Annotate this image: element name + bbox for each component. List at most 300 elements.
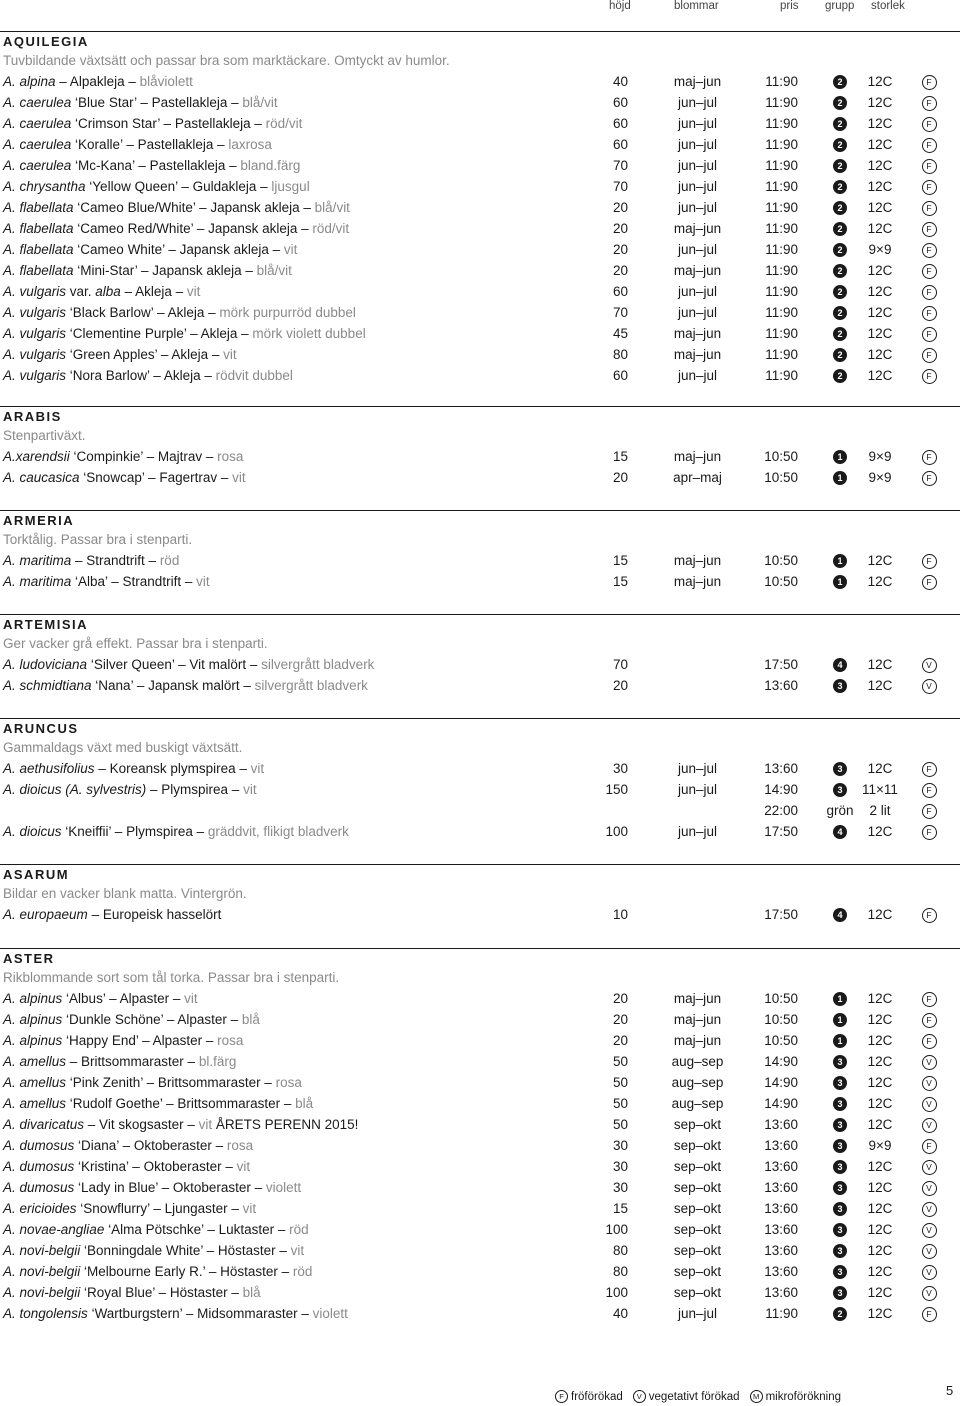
group-badge: [826, 1030, 854, 1051]
name-text: ‘Cameo Red/White’ – Japansk akleja –: [73, 221, 313, 236]
bloom-period: sep–okt: [673, 1243, 722, 1258]
name-text: ÅRETS PERENN 2015!: [212, 1117, 359, 1132]
page-number: 5: [946, 1383, 954, 1398]
group-number: 4: [833, 825, 847, 839]
latin-name: A. amellus: [3, 1054, 67, 1069]
genus-heading: ASARUM: [3, 867, 70, 882]
propagation-letter: F: [922, 75, 937, 90]
color-note: vit: [223, 347, 237, 362]
name-text: – Koreansk plymspirea –: [94, 761, 251, 776]
latin-name: A. schmidtiana: [3, 678, 92, 693]
pot-size: 12C: [867, 347, 893, 362]
legend-item: [555, 1391, 623, 1403]
propagation-letter: F: [922, 138, 937, 153]
legend-item: [750, 1391, 841, 1403]
color-note: violett: [265, 1180, 302, 1195]
plant-row: [0, 571, 960, 592]
pot-size: 12C: [867, 200, 893, 215]
price: 10:50: [764, 574, 798, 589]
pot-size: 12C: [867, 305, 893, 320]
height-value: 60: [612, 95, 628, 110]
group-badge: [826, 92, 854, 113]
group-number: 2: [833, 75, 847, 89]
group-number: 3: [833, 1223, 847, 1237]
plant-row: [0, 134, 960, 155]
propagation-icon: [915, 1009, 943, 1030]
height-value: 15: [612, 449, 628, 464]
price: 10:50: [764, 991, 798, 1006]
price: 10:50: [764, 1033, 798, 1048]
group-badge: [826, 1009, 854, 1030]
propagation-letter: F: [922, 450, 937, 465]
latin-name: A. caerulea: [3, 158, 72, 173]
pot-size: 12C: [867, 116, 893, 131]
plant-row: [0, 344, 960, 365]
plant-row: [0, 1198, 960, 1219]
group-badge: [826, 155, 854, 176]
name-text: ‘Snowflurry’ – Ljungaster –: [76, 1201, 243, 1216]
color-note: blå: [242, 1285, 261, 1300]
height-value: 20: [612, 242, 628, 257]
height-value: 60: [612, 137, 628, 152]
color-note: vit: [250, 761, 265, 776]
propagation-letter: F: [922, 117, 937, 132]
group-number: 1: [833, 992, 847, 1006]
price: 11:90: [765, 179, 798, 194]
group-number: 2: [833, 264, 847, 278]
propagation-letter: F: [922, 306, 937, 321]
genus-description: Bildar en vacker blank matta. Vintergrön.: [3, 886, 247, 901]
propagation-icon: [915, 1030, 943, 1051]
price: 11:90: [765, 368, 798, 383]
propagation-icon: [915, 365, 943, 386]
color-note: ljusgul: [271, 179, 310, 194]
plant-row: [0, 1114, 960, 1135]
latin-name: A. novae-angliae: [3, 1222, 105, 1237]
height-value: 100: [605, 1285, 628, 1300]
latin-name: A. dumosus: [3, 1180, 75, 1195]
bloom-period: jun–jul: [677, 95, 718, 110]
propagation-letter: V: [922, 1244, 937, 1259]
name-text: ‘Alba’ – Strandtrift –: [71, 574, 197, 589]
height-value: 80: [612, 347, 628, 362]
height-value: 15: [612, 1201, 628, 1216]
name-text: ‘Alma Pötschke’ – Luktaster –: [104, 1222, 290, 1237]
name-text: – Strandtrift –: [71, 553, 160, 568]
color-note: vit: [236, 1159, 251, 1174]
bloom-period: maj–jun: [673, 326, 722, 341]
group-badge: [826, 1072, 854, 1093]
color-note: vit: [242, 1201, 257, 1216]
plant-row: [0, 92, 960, 113]
name-text: ‘Mini-Star’ – Japansk akleja –: [73, 263, 257, 278]
price: 11:90: [765, 242, 798, 257]
propagation-icon: [915, 281, 943, 302]
pot-size: 12C: [867, 1096, 893, 1111]
propagation-letter: V: [922, 1055, 937, 1070]
name-text: ‘Blue Star’ – Pastellakleja –: [71, 95, 243, 110]
plant-row: [0, 155, 960, 176]
bloom-period: sep–okt: [673, 1222, 722, 1237]
plant-row: [0, 988, 960, 1009]
bloom-period: sep–okt: [673, 1138, 722, 1153]
color-note: bland.färg: [240, 158, 301, 173]
name-text: ‘Melbourne Early R.’ – Höstaster –: [80, 1264, 293, 1279]
propagation-icon: [915, 1303, 943, 1324]
genus-description: Rikblommande sort som tål torka. Passar bra i stenparti.: [3, 970, 340, 985]
plant-row: [0, 1261, 960, 1282]
column-headers: [0, 0, 960, 14]
propagation-letter: F: [922, 804, 937, 819]
bloom-period: sep–okt: [673, 1285, 722, 1300]
latin-name: A. dumosus: [3, 1138, 75, 1153]
latin-name: alba: [95, 284, 121, 299]
plant-row: [0, 260, 960, 281]
latin-name: A. vulgaris: [3, 368, 67, 383]
propagation-letter: F: [922, 327, 937, 342]
group-number: 3: [833, 1118, 847, 1132]
group-number: 2: [833, 180, 847, 194]
group-number: 1: [833, 450, 847, 464]
bloom-period: sep–okt: [673, 1264, 722, 1279]
plant-row: [0, 218, 960, 239]
latin-name: A. caerulea: [3, 95, 72, 110]
legend-label: vegetativt förökad: [648, 1391, 740, 1403]
group-number: 2: [833, 222, 847, 236]
group-badge: [826, 1051, 854, 1072]
name-text: ‘Compinkie’ – Majtrav –: [69, 449, 218, 464]
pot-size: 12C: [867, 824, 893, 839]
group-number: 2: [833, 243, 847, 257]
plant-row: [0, 365, 960, 386]
propagation-letter: F: [922, 471, 937, 486]
plant-row: [0, 1009, 960, 1030]
group-number: 2: [833, 117, 847, 131]
latin-name: A. vulgaris: [3, 347, 67, 362]
group-badge: [826, 1093, 854, 1114]
color-note: vit: [186, 284, 201, 299]
pot-size: 12C: [867, 907, 893, 922]
bloom-period: sep–okt: [673, 1159, 722, 1174]
color-note: vit: [196, 574, 210, 589]
height-value: 10: [612, 907, 628, 922]
section-rule: [0, 510, 960, 511]
plant-row: [0, 1051, 960, 1072]
name-text: – Alpakleja –: [55, 74, 140, 89]
latin-name: A. divaricatus: [3, 1117, 85, 1132]
propagation-letter: F: [922, 825, 937, 840]
propagation-letter: F: [922, 159, 937, 174]
group-number: 3: [833, 1160, 847, 1174]
group-badge: [826, 571, 854, 592]
propagation-letter: F: [922, 201, 937, 216]
propagation-letter: F: [922, 762, 937, 777]
price: 10:50: [764, 470, 798, 485]
group-number: 2: [833, 348, 847, 362]
group-number: 3: [833, 1202, 847, 1216]
price: 14:90: [764, 1096, 798, 1111]
latin-name: A. flabellata: [3, 200, 74, 215]
bloom-period: maj–jun: [673, 449, 722, 464]
plant-row: [0, 654, 960, 675]
pot-size: 12C: [867, 1264, 893, 1279]
price: 11:90: [765, 305, 798, 320]
latin-name: A. alpinus: [3, 1033, 63, 1048]
height-value: 20: [612, 200, 628, 215]
plant-row: [0, 302, 960, 323]
price: 13:60: [764, 1159, 798, 1174]
propagation-icon: [915, 988, 943, 1009]
propagation-icon: [915, 675, 943, 696]
price: 14:90: [764, 1075, 798, 1090]
name-text: – Akleja –: [120, 284, 187, 299]
group-badge: [826, 344, 854, 365]
bloom-period: jun–jul: [677, 116, 718, 131]
price: 13:60: [764, 1222, 798, 1237]
group-number: 2: [833, 201, 847, 215]
section-rule: [0, 718, 960, 719]
name-text: ‘Rudolf Goethe’ – Brittsommaraster –: [66, 1096, 296, 1111]
pot-size: 12C: [867, 1306, 893, 1321]
bloom-period: aug–sep: [671, 1096, 724, 1111]
bloom-period: jun–jul: [677, 824, 718, 839]
name-text: ‘Mc-Kana’ – Pastellakleja –: [71, 158, 241, 173]
group-badge: [826, 323, 854, 344]
latin-name: A. amellus: [3, 1096, 67, 1111]
latin-name: A. ludoviciana: [3, 657, 88, 672]
bloom-period: jun–jul: [677, 782, 718, 797]
latin-name: A. chrysantha: [3, 179, 86, 194]
color-note: vit: [243, 782, 257, 797]
propagation-icon: [915, 197, 943, 218]
group-number: 4: [833, 658, 847, 672]
propagation-icon: [915, 1051, 943, 1072]
group-number: 3: [833, 1181, 847, 1195]
propagation-icon: [915, 71, 943, 92]
name-text: ‘Diana’ – Oktoberaster –: [74, 1138, 227, 1153]
name-text: ‘Royal Blue’ – Höstaster –: [80, 1285, 243, 1300]
pot-size: 12C: [867, 179, 893, 194]
pot-size: 12C: [867, 657, 893, 672]
color-note: rosa: [275, 1075, 302, 1090]
plant-row: [0, 467, 960, 488]
bloom-period: jun–jul: [677, 1306, 718, 1321]
pot-size: 12C: [867, 1159, 893, 1174]
height-value: 40: [612, 1306, 628, 1321]
pot-size: 9×9: [868, 449, 892, 464]
group-badge: [826, 446, 854, 467]
color-note: vit: [232, 470, 246, 485]
group-badge: [826, 779, 854, 800]
price: 17:50: [764, 657, 798, 672]
plant-row: [0, 758, 960, 779]
price: 11:90: [765, 347, 798, 362]
group-badge: [826, 113, 854, 134]
propagation-icon: [915, 155, 943, 176]
bloom-period: jun–jul: [677, 137, 718, 152]
height-value: 150: [605, 782, 628, 797]
group-number: 3: [833, 1139, 847, 1153]
latin-name: A. caerulea: [3, 116, 72, 131]
price: 11:90: [765, 263, 798, 278]
group-number: 1: [833, 471, 847, 485]
propagation-icon: [915, 1072, 943, 1093]
propagation-icon: [915, 571, 943, 592]
height-value: 45: [612, 326, 628, 341]
group-badge: [826, 1114, 854, 1135]
bloom-period: maj–jun: [673, 991, 722, 1006]
pot-size: 12C: [867, 1117, 893, 1132]
propagation-letter: F: [922, 285, 937, 300]
name-text: ‘Snowcap’ – Fagertrav –: [79, 470, 233, 485]
propagation-letter: V: [922, 1286, 937, 1301]
color-note: blå/vit: [314, 200, 350, 215]
color-note: laxrosa: [228, 137, 272, 152]
price: 13:60: [764, 678, 798, 693]
latin-name: A. tongolensis: [3, 1306, 88, 1321]
propagation-letter: F: [922, 992, 937, 1007]
price: 13:60: [764, 1117, 798, 1132]
price: 13:60: [764, 1285, 798, 1300]
propagation-icon: [915, 446, 943, 467]
name-text: ‘Cameo White’ – Japansk akleja –: [73, 242, 284, 257]
legend-icon: F: [555, 1390, 568, 1403]
genus-description: Torktålig. Passar bra i stenparti.: [3, 532, 193, 547]
group-badge: [826, 260, 854, 281]
price: 13:60: [764, 1138, 798, 1153]
propagation-icon: [915, 1261, 943, 1282]
name-text: ‘Nana’ – Japansk malört –: [91, 678, 255, 693]
price: 11:90: [765, 74, 798, 89]
bloom-period: sep–okt: [673, 1117, 722, 1132]
group-badge: [826, 239, 854, 260]
bloom-period: jun–jul: [677, 200, 718, 215]
propagation-icon: [915, 1114, 943, 1135]
color-note: blå/vit: [256, 263, 292, 278]
propagation-icon: [915, 92, 943, 113]
plant-row: [0, 821, 960, 842]
color-note: silvergrått bladverk: [254, 678, 368, 693]
group-number: 2: [833, 369, 847, 383]
color-note: silvergrått bladverk: [261, 657, 375, 672]
bloom-period: maj–jun: [673, 553, 722, 568]
color-note: blå: [241, 1012, 260, 1027]
pot-size: 12C: [867, 284, 893, 299]
pot-size: 2 lit: [869, 803, 891, 818]
color-note: röd/vit: [265, 116, 303, 131]
plant-row: [0, 800, 960, 821]
genus-heading: AQUILEGIA: [3, 34, 89, 49]
propagation-icon: [915, 1240, 943, 1261]
propagation-letter: V: [922, 1076, 937, 1091]
height-value: 20: [612, 678, 628, 693]
bloom-period: maj–jun: [673, 221, 722, 236]
plant-row: [0, 113, 960, 134]
plant-row: [0, 1240, 960, 1261]
plant-row: [0, 197, 960, 218]
pot-size: 9×9: [868, 242, 892, 257]
propagation-icon: [915, 1198, 943, 1219]
propagation-letter: F: [922, 1307, 937, 1322]
name-text: ‘Black Barlow’ – Akleja –: [66, 305, 220, 320]
propagation-icon: [915, 239, 943, 260]
price: 11:90: [765, 95, 798, 110]
pot-size: 9×9: [868, 1138, 892, 1153]
price: 17:50: [764, 907, 798, 922]
propagation-letter: F: [922, 369, 937, 384]
propagation-letter: F: [922, 575, 937, 590]
group-badge: [826, 1282, 854, 1303]
price: 13:60: [764, 1243, 798, 1258]
pot-size: 12C: [867, 678, 893, 693]
group-number: 4: [833, 908, 847, 922]
group-number: 3: [833, 762, 847, 776]
latin-name: A. novi-belgii: [3, 1243, 81, 1258]
group-badge: [826, 467, 854, 488]
bloom-period: jun–jul: [677, 368, 718, 383]
name-text: ‘Dunkle Schöne’ – Alpaster –: [62, 1012, 242, 1027]
latin-name: A. flabellata: [3, 221, 74, 236]
latin-name: A. flabellata: [3, 263, 74, 278]
genus-heading: ARTEMISIA: [3, 617, 88, 632]
pot-size: 12C: [867, 95, 893, 110]
group-badge: [826, 197, 854, 218]
group-number: 2: [833, 327, 847, 341]
propagation-letter: F: [922, 1139, 937, 1154]
group-badge: [826, 821, 854, 842]
legend-icon: V: [633, 1390, 646, 1403]
plant-row: [0, 1093, 960, 1114]
header-storlek: storlek: [871, 0, 905, 12]
name-text: ‘Koralle’ – Pastellakleja –: [71, 137, 229, 152]
pot-size: 12C: [867, 158, 893, 173]
header-blommar: blommar: [674, 0, 719, 12]
propagation-letter: F: [922, 264, 937, 279]
height-value: 20: [612, 470, 628, 485]
bloom-period: aug–sep: [671, 1075, 724, 1090]
propagation-letter: V: [922, 658, 937, 673]
group-badge: [826, 134, 854, 155]
propagation-icon: [915, 302, 943, 323]
height-value: 60: [612, 284, 628, 299]
bloom-period: jun–jul: [677, 158, 718, 173]
color-note: violett: [312, 1306, 348, 1321]
group-badge: [826, 1177, 854, 1198]
height-value: 70: [612, 657, 628, 672]
header-grupp: grupp: [825, 0, 855, 12]
group-badge: [826, 904, 854, 925]
latin-name: A. vulgaris: [3, 305, 67, 320]
pot-size: 12C: [867, 326, 893, 341]
propagation-letter: V: [922, 1118, 937, 1133]
pot-size: 12C: [867, 553, 893, 568]
color-note: röd/vit: [312, 221, 350, 236]
bloom-period: maj–jun: [673, 347, 722, 362]
propagation-letter: V: [922, 1181, 937, 1196]
name-text: – Plymspirea –: [146, 782, 244, 797]
propagation-icon: [915, 1156, 943, 1177]
latin-name: A. dioicus: [3, 824, 62, 839]
section-rule: [0, 406, 960, 407]
color-note: blå/vit: [242, 95, 278, 110]
propagation-letter: F: [922, 96, 937, 111]
price: 14:90: [764, 1054, 798, 1069]
color-note: röd: [289, 1222, 309, 1237]
plant-row: [0, 446, 960, 467]
plant-row: [0, 1177, 960, 1198]
propagation-letter: F: [922, 908, 937, 923]
plant-row: [0, 323, 960, 344]
